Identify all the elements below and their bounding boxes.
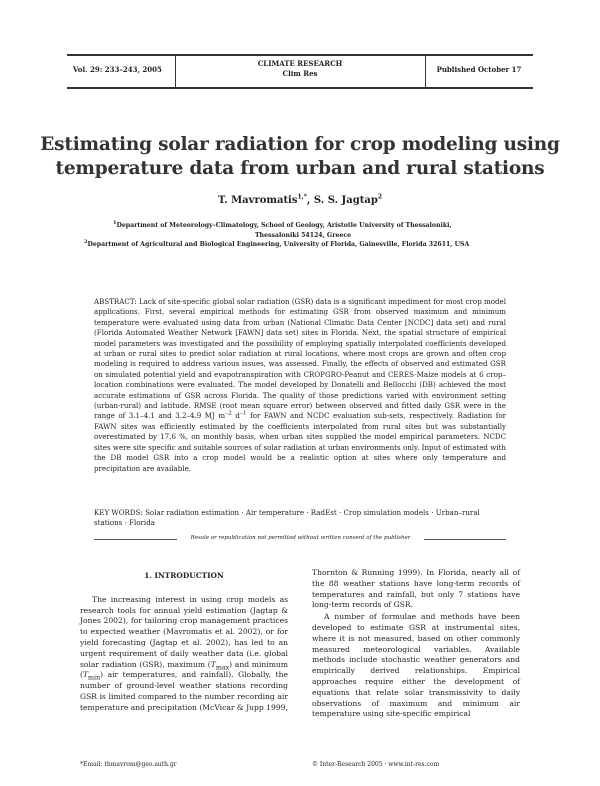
tmax-subscript: max <box>215 664 230 672</box>
title-line-2: temperature data from urban and rural stations <box>55 158 545 179</box>
notice-rule-left <box>94 539 177 540</box>
journal-name: CLIMATE RESEARCH <box>257 59 343 68</box>
abstract-text-2: for FAWN and NCDC evaluation sub-sets, respectively. Radiation for FAWN sites was efficiently estimated by the coefficients interpolated from rural sites but was substantially overestimated by 17.6 %, on monthly basis, when urban sites supplied the model empirical parameters. NCDC sites were site specific and suitable sources of solar radiation at urban environments only. Input of estimated with the DB model GSR into a crop model would be a realistic option at sites where only temperature and precipitation are available. <box>94 411 507 473</box>
section-heading-introduction: 1. INTRODUCTION <box>144 571 224 580</box>
header-bottom-rule <box>67 87 533 89</box>
abstract <box>94 297 506 474</box>
abstract-text-1: Lack of site-specific global solar radiation (GSR) data is a significant impediment for most crop model applications. First, several empirical methods for estimating GSR from observed maximum and minimum temperature were evaluated using data from urban (National Climatic Data Center [NCDC] data set) and rural (Florida Automated Weather Network [FAWN] data set) sites in Florida. Next, the spatial structure of empirical model parameters was investigated and the possibility of employing spatially interpolated coefficients developed at urban or rural sites to predict solar radiation at rural locations, where most crops are grown and often crop modeling is required to address various issues, was assessed. Finally, the effects of observed and estimated GSR on simulated potential yield and evapotranspiration with CROPGRO-Peanut and CERES-Maize models at 6 crop–location combinations were evaluated. The model developed by Donatelli and Bellocchi (DB) achieved the most accurate estimations of GSR across Florida. The quality of those predictions varied with environment setting (urban-rural) and latitude. RMSE (root mean square error) between observed and fitted daily GSR were in the range of 3.1–4.1 and 3.2–4.9 MJ m <box>94 297 506 421</box>
footnote-email: *Email: thmavrom@geo.auth.gr <box>80 761 177 768</box>
body-column-right <box>312 568 520 720</box>
intro-continued-paragraph: Thornton & Running 1999). In Florida, nearly all of the 88 weather stations have long-term records of temperatures and rainfall, but only 7 stations have long-term records of GSR. <box>312 568 520 610</box>
abstract-label: ABSTRACT: <box>94 297 139 306</box>
author-separator: , <box>306 195 314 206</box>
title-line-1: Estimating solar radiation for crop modeling using <box>40 134 560 155</box>
journal-name-block <box>175 59 425 79</box>
affiliation-1-line-1: Department of Meteorology–Climatology, School of Geology, Aristotle University of Thessaloniki, <box>116 222 452 229</box>
tmin-symbol: T <box>82 670 89 680</box>
header-top-rule <box>67 54 533 56</box>
author-list <box>100 195 500 206</box>
author-2-affiliation-mark: 2 <box>377 193 383 201</box>
paper-title <box>40 133 560 181</box>
journal-header <box>67 54 533 88</box>
abstract-unit-d: d <box>231 411 240 421</box>
affiliation-1-line-2: Thessaloniki 54124, Greece <box>254 232 352 239</box>
affiliation-1 <box>113 221 513 241</box>
republication-notice <box>94 535 506 545</box>
intro-paragraph-1 <box>80 595 288 714</box>
journal-abbrev: Clim Res <box>282 69 318 78</box>
footnote-copyright: © Inter-Research 2005 · www.int-res.com <box>312 761 440 768</box>
affiliation-2-number: 2 <box>84 238 88 245</box>
intro-paragraph-2: A number of formulae and methods have been developed to estimate GSR at instrumental sites, where it is not measured, based on other commonly measured meteorological variables. Available methods include stochastic weather generators and empirically derived relationships. Empirical approaches require either the development of equations that relate solar transmissivity to daily observations of maximum and minimum air temperature using site-specific empirical <box>312 612 520 719</box>
affiliation-2-text: Department of Agricultural and Biological Engineering, University of Florida, Gainesville, Florida 32611, USA <box>87 241 470 248</box>
notice-rule-right <box>424 539 506 540</box>
intro-p1-text-c: ) air temperatures, and rainfall). Globally, the number of ground-level weather stations recording GSR is limited compared to the number recording air temperature and precipitation (McVicar & Jupp 1999, <box>80 670 288 712</box>
keywords <box>94 508 506 529</box>
tmin-subscript: min <box>88 674 101 682</box>
author-1: T. Mavromatis <box>217 195 298 206</box>
notice-text: Resale or republication not permitted without written consent of the publisher <box>190 535 411 541</box>
intro-p1-text-a: The increasing interest in using crop models as research tools for annual yield estimation (Jagtap & Jones 2002), for tailoring crop management practices to expected weather (Mavromatis et al. 2002), or for yield forecasting (Jagtap et al. 2002), has led to an urgent requirement of daily weather data (i.e. global solar radiation (GSR), maximum ( <box>80 594 288 669</box>
volume-info: Vol. 29: 233–243, 2005 <box>73 65 162 74</box>
publication-date: Published October 17 <box>436 65 522 74</box>
keywords-text: Solar radiation estimation · Air temperature · RadEst · Crop simulation models · Urban–rural stations · Florida <box>94 508 480 528</box>
affiliation-1-number: 1 <box>113 219 117 226</box>
intro-p1-text-b: ) and minimum ( <box>80 659 289 680</box>
abstract-unit-sup-1: –2 <box>225 411 232 418</box>
keywords-label: KEY WORDS: <box>94 508 146 517</box>
tmax-symbol: T <box>210 659 216 669</box>
author-1-affiliation-mark: 1,* <box>297 193 307 201</box>
abstract-unit-sup-2: –1 <box>239 411 247 418</box>
body-column-left <box>80 568 288 714</box>
author-2: S. S. Jagtap <box>313 195 378 206</box>
affiliation-2 <box>84 240 524 250</box>
